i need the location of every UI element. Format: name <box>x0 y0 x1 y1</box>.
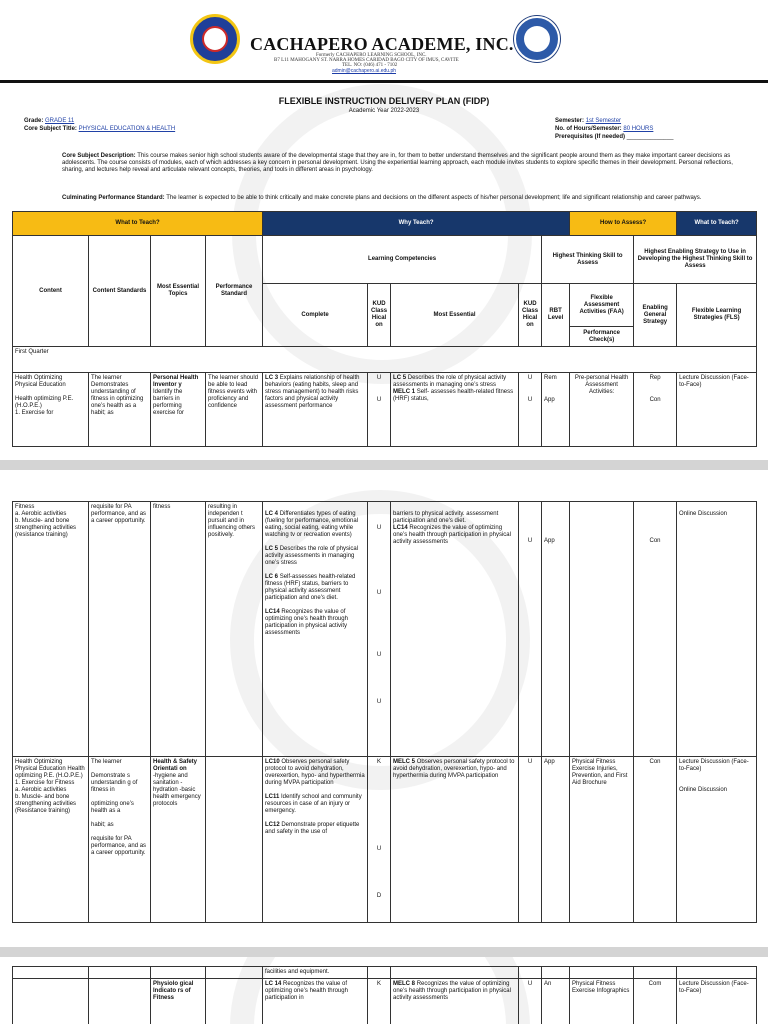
rbt-value: App <box>544 538 555 544</box>
essential-competency-cell <box>391 757 519 923</box>
quarter-label: First Quarter <box>13 347 757 373</box>
competency-item <box>265 574 365 602</box>
rbt-cell: App <box>542 757 570 923</box>
competency-code: LC 14 <box>265 981 282 987</box>
competency-text: Demonstrate proper etiquette and safety in the use of <box>265 822 360 835</box>
fidp-table <box>12 211 757 447</box>
telephone: TEL. NO: (046) 471 - 7102 <box>342 63 398 68</box>
kud-cell <box>368 967 391 979</box>
grade-value: GRADE 11 <box>45 118 75 124</box>
competency-code: LC14 <box>265 609 280 615</box>
topic-detail: Identify the barriers in performing exercise for <box>153 389 185 416</box>
content-cell <box>13 967 89 979</box>
what-to-teach-header: What to Teach? <box>13 212 263 236</box>
competency-code: LC 3 <box>265 375 279 381</box>
kud-cell <box>368 757 391 923</box>
competency-code: LC 6 <box>265 574 279 580</box>
faa-cell: Physical Fitness Exercise Injuries, Prevention, and First Aid Brochure <box>570 757 634 923</box>
essential-text-2: Self- assesses health-related fitness (HRF) status, <box>393 389 514 402</box>
kud-value: U <box>376 699 382 705</box>
prerequisites-blank: ______________ <box>626 134 674 140</box>
deped-logo <box>514 16 560 62</box>
kud-value-2: U <box>376 397 382 403</box>
rbt-header <box>542 284 570 347</box>
performance-standard-cell: The learner should be able to lead fitness events with proficiency and confidence <box>206 373 263 447</box>
page-one <box>0 0 768 460</box>
essential-competency-cell <box>391 502 519 757</box>
content-cell: Health Optimizing Physical Education Health optimizing P.E. (H.O.P.E.) 1. Exercise for Fitness a. Aerobic activities b. Muscle- and bone strengthening activities (Resistance training) <box>13 757 89 923</box>
competency-text: Recognizes the value of optimizing one’s health through participation in <box>265 981 348 1001</box>
competency-text: Self-assesses health-related fitness (HRF) status, barriers to physical activity assessment participation and one's diet. <box>265 574 356 601</box>
rbt-cell <box>542 373 570 447</box>
faa-cell: Pre-personal Health Assessment Activities: <box>570 373 634 447</box>
competency-list <box>263 502 368 757</box>
fidp-table-continued-2 <box>12 966 757 1024</box>
strategy-cell <box>634 373 677 447</box>
competency-code: LC10 <box>265 759 280 765</box>
content-standard-cell: The learner Demonstrate s understandin g of fitness in optimizing one’s health as a habit; as requisite for PA performance, and as a career opportunity. <box>89 757 151 923</box>
rbt-value: Rem <box>544 375 557 381</box>
performance-standard-cell <box>206 757 263 923</box>
fls-cell: Lecture Discussion (Face-to-Face) <box>677 373 757 447</box>
school-address: B7 L11 MAHOGANY ST. NARRA HOMES CARIDAD BAGO CITY OF IMUS, CAVITE <box>274 58 459 63</box>
essential-topics-header: Most Essential Topics <box>151 236 206 347</box>
competency-text: Observes personal safety protocol to avoid dehydration, overexertion, hypo- and hyperthermia during MVPA participation <box>265 759 365 786</box>
hours-label: No. of Hours/Semester: <box>555 126 622 132</box>
essential-code: LC14 <box>393 525 408 531</box>
fls-value-2: Online Discussion <box>679 787 728 793</box>
header-divider <box>0 80 768 83</box>
competency-cell <box>263 373 368 447</box>
competency-cell <box>263 979 368 1024</box>
strategy-cell: Com <box>634 979 677 1024</box>
kud-header-2 <box>519 284 542 347</box>
performance-standard-cell <box>206 967 263 979</box>
kud-value: U <box>376 375 382 381</box>
competency-text: Identify school and community resources in case of an injury or emergency. <box>265 794 362 814</box>
strategy-value: Rep <box>649 375 661 381</box>
subject-label: Core Subject Title: <box>24 126 77 132</box>
kud-label: KUD <box>372 301 386 307</box>
why-teach-header: Why Teach? <box>263 212 570 236</box>
level-label: Level <box>547 315 564 321</box>
topic-cell <box>151 967 206 979</box>
kud-cell: K <box>368 979 391 1024</box>
topic-title: Personal Health Inventor y <box>153 375 199 388</box>
topic-title: Health & Safety Orientati on <box>153 759 198 772</box>
school-logo <box>190 14 240 64</box>
thinking-skill-header: Highest Thinking Skill to Assess <box>542 236 634 284</box>
semester-label: Semester: <box>555 118 585 124</box>
essential-text: Describes the role of physical activity assessments in managing one’s stress <box>393 375 507 388</box>
essential-text: Observes personal safety protocol to avoid dehydration, overexertion, hypo- and hyperthermia during MVPA participation <box>393 759 515 779</box>
essential-competency-cell <box>391 967 519 979</box>
standard-text: The learner is expected to be able to think critically and make concrete plans and decisions on the different aspects of his/her personal development; life and significant relationship and career pathways. <box>166 195 702 201</box>
competency-code: LC 4 <box>265 511 279 517</box>
essential-text: Recognizes the value of optimizing one’s health through participation in physical activity assessments <box>393 981 511 1001</box>
strategy-cell <box>634 967 677 979</box>
rbt-value-2: App <box>544 397 555 403</box>
essential-competency-cell <box>391 373 519 447</box>
competency-item <box>265 794 365 815</box>
strategy-cell <box>634 502 677 757</box>
content-header: Content <box>13 236 89 347</box>
fls-cell <box>677 502 757 757</box>
kud-cell-2 <box>519 373 542 447</box>
rbt-cell <box>542 502 570 757</box>
faa-header: Flexible Assessment Activities (FAA) <box>570 284 634 327</box>
grade-label: Grade: <box>24 118 44 124</box>
kud-value: U <box>376 652 382 658</box>
essential-competency-cell <box>391 979 519 1024</box>
strategy-label: Strategy <box>643 318 668 325</box>
kud-value: K <box>376 759 381 765</box>
topic-detail: -hygiene and sanitation -hydration -basic health emergency protocols <box>153 773 201 807</box>
enabling-general-strategy-header <box>634 284 677 347</box>
prerequisites-label: Prerequisites (If needed) <box>555 134 626 140</box>
fidp-table-continued <box>12 501 757 923</box>
kud-cell <box>368 373 391 447</box>
classification-label: Class Hical on <box>371 308 388 328</box>
competency-item <box>265 546 365 567</box>
strategy-cell: Con <box>634 757 677 923</box>
semester-details <box>555 117 755 141</box>
essential-code-2: MELC 1 <box>393 389 416 395</box>
hours-value: 80 HOURS <box>623 126 654 132</box>
topic-cell <box>151 757 206 923</box>
competency-text: Differentiates types of eating (fueling for performance, emotional eating, social eating, eating while watching tv or recreation events) <box>265 511 359 538</box>
academic-year: Academic Year 2022-2023 <box>348 108 420 114</box>
most-essential-header: Most Essential <box>391 284 519 347</box>
kud-cell-2: U <box>519 979 542 1024</box>
content-cell: Health Optimizing Physical Education Health optimizing P.E. (H.O.P.E.) 1. Exercise for <box>13 373 89 447</box>
fls-value: Online Discussion <box>679 511 728 517</box>
description-text: This course makes senior high school students aware of the developmental stage that they are in, for them to better understand themselves and the significant people around them as they make important career decisions as adolescents. The course consists of modules, each of which addresses a key concern in personal development. Using the experiential learning approach, each module invites students to explore specific themes in their development. Personal reflections, sharing, and lectures help reveal and articulate relevant concepts, theories, and tools in different areas in psychology. <box>62 153 733 174</box>
competency-code: LC11 <box>265 794 280 800</box>
competency-item <box>265 759 365 787</box>
fls-cell <box>677 967 757 979</box>
essential-code: MELC 5 <box>393 759 416 765</box>
kud-value: U <box>376 846 382 852</box>
kud-value: U <box>527 538 533 544</box>
faa-cell: Physical Fitness Exercise Infographics <box>570 979 634 1024</box>
content-cell: Fitness a. Aerobic activities b. Muscle- and bone strengthening activities (resistance training) <box>13 502 89 757</box>
fls-header: Flexible Learning Strategies (FLS) <box>677 284 757 347</box>
kud-value: D <box>376 893 382 899</box>
document-title: FLEXIBLE INSTRUCTION DELIVERY PLAN (FIDP) <box>278 96 490 106</box>
kud-value-2: U <box>527 397 533 403</box>
kud-cell-2: U <box>519 757 542 923</box>
competency-code: LC12 <box>265 822 280 828</box>
fls-value: Lecture Discussion (Face-to-Face) <box>679 759 749 772</box>
school-name: CACHAPERO ACADEME, INC. <box>250 34 514 54</box>
page-two <box>0 470 768 947</box>
kud-value: U <box>376 525 382 531</box>
performance-checks-header: Performance Check(s) <box>570 327 634 347</box>
learning-competencies-header: Learning Competencies <box>263 236 542 284</box>
performance-standard-header: Performance Standard <box>206 236 263 347</box>
kud-cell-2 <box>519 967 542 979</box>
competency-item <box>265 609 365 637</box>
competency-continuation: facilities and equipment. <box>263 967 368 979</box>
culminating-standard <box>62 195 742 202</box>
email-link[interactable]: admin@cachapero.ai.edu.ph <box>332 68 397 74</box>
topic-cell: Physiolo gical Indicato rs of Fitness <box>151 979 206 1024</box>
competency-text: Describes the role of physical activity assessments in managing one’s stress <box>265 546 359 566</box>
essential-text: barriers to physical activity. assessment participation and one's diet. <box>393 511 499 524</box>
topic-cell <box>151 373 206 447</box>
enabling-strategy-header: Highest Enabling Strategy to Use in Developing the Highest Thinking Skill to Assess <box>634 236 757 284</box>
kud-value: U <box>376 590 382 596</box>
subject-value: PHYSICAL EDUCATION & HEALTH <box>78 126 176 132</box>
grade-and-subject <box>24 117 284 133</box>
competency-list <box>263 757 368 923</box>
kud-cell <box>368 502 391 757</box>
content-standard-cell <box>89 967 151 979</box>
content-standard-cell: requisite for PA performance, and as a career opportunity. <box>89 502 151 757</box>
content-standards-header: Content Standards <box>89 236 151 347</box>
rbt-cell: An <box>542 979 570 1024</box>
general-label: General <box>643 311 667 318</box>
performance-standard-cell: resulting in independen t pursuit and in influencing others positively. <box>206 502 263 757</box>
kud-cell-2 <box>519 502 542 757</box>
core-description <box>62 153 742 175</box>
strategy-value-2: Con <box>649 397 661 403</box>
content-standard-cell <box>89 979 151 1024</box>
former-name: Formerly CACHAPERO LEARNING SCHOOL, INC. <box>316 53 427 58</box>
competency-text: Explains relationship of health behaviors (eating habits, sleep and stress management) to health risks factors and physical activity assessment performance <box>265 375 360 409</box>
rbt-cell <box>542 967 570 979</box>
kud-value: U <box>527 375 533 381</box>
strategy-value: Con <box>649 538 661 544</box>
competency-code: LC 5 <box>265 546 279 552</box>
fls-cell <box>677 757 757 923</box>
enabling-label: Enabling <box>642 304 668 311</box>
fls-cell: Lecture Discussion (Face-to-Face) <box>677 979 757 1024</box>
essential-code: LC 5 <box>393 375 407 381</box>
classification-label-2: Class Hical on <box>522 308 539 328</box>
kud-label-2: KUD <box>523 301 537 307</box>
what-to-teach-header-2: What to Teach? <box>677 212 757 236</box>
complete-header: Complete <box>263 284 368 347</box>
standard-label: Culminating Performance Standard: <box>62 195 165 201</box>
competency-text: Recognizes the value of optimizing one’s health through participation in physical activity assessments <box>265 609 348 636</box>
kud-header <box>368 284 391 347</box>
content-standard-cell: The learner Demonstrates understanding of fitness in optimizing one’s health as a habit; as <box>89 373 151 447</box>
competency-item <box>265 822 365 836</box>
faa-cell <box>570 967 634 979</box>
description-label: Core Subject Description: <box>62 153 136 159</box>
school-header <box>0 0 768 80</box>
topic-cell: fitness <box>151 502 206 757</box>
semester-value: 1st Semester <box>585 118 622 124</box>
competency-item <box>265 511 365 539</box>
essential-text-2: Recognizes the value of optimizing one’s health through participation in physical activity assessments <box>393 525 511 545</box>
faa-cell <box>570 502 634 757</box>
performance-standard-cell <box>206 979 263 1024</box>
essential-code: MELC 8 <box>393 981 416 987</box>
rbt-label: RBT <box>549 308 562 314</box>
how-to-assess-header: How to Assess? <box>570 212 677 236</box>
content-cell <box>13 979 89 1024</box>
page-three <box>0 957 768 1024</box>
